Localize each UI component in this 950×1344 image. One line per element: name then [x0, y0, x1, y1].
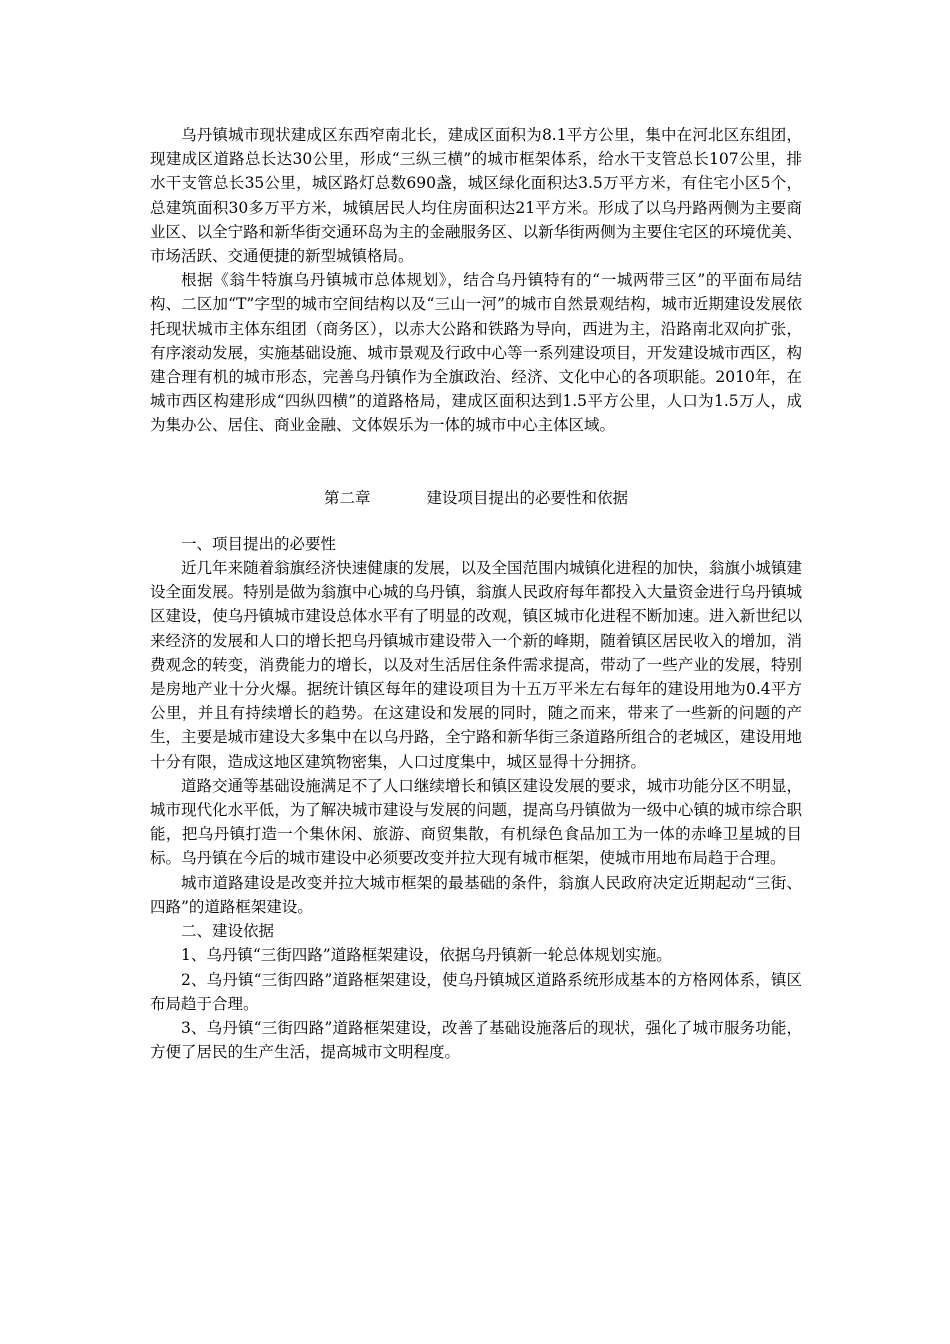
chapter-heading: [150, 486, 802, 510]
necessity-paragraph-2: 道路交通等基础设施满足不了人口继续增长和镇区建设发展的要求，城市功能分区不明显，城市现代化水平低，为了解决城市建设与发展的问题，提高乌丹镇做为一级中心镇的城市综合职能，把乌丹镇打造一个集休闲、旅游、商贸集散，有机绿色食品加工为一体的赤峰卫星城的目标。乌丹镇在今后的城市建设中必须要改变并拉大现有城市框架，使城市用地布局趋于合理。: [150, 776, 802, 868]
basis-item-1: 1、乌丹镇“三街四路”道路框架建设，依据乌丹镇新一轮总体规划实施。: [181, 946, 672, 965]
chapter-title: 建设项目提出的必要性和依据: [426, 488, 629, 507]
intro-paragraph-1: 乌丹镇城市现状建成区东西窄南北长，建成区面积为8.1平方公里，集中在河北区东组团，现建成区道路总长达30公里，形成“三纵三横”的城市框架体系，给水干支管总长107公里，排水干支管总长35公里，城区路灯总数690盏，城区绿化面积达3.5万平方米，有住宅小区5个，总建筑面积30多万平方米，城镇居民人均住房面积达21平方米。形成了以乌丹路两侧为主要商业区、以全宁路和新华街交通环岛为主的金融服务区、以新华街两侧为主要住宅区的环境优美、市场活跃、交通便捷的新型城镇格局。: [150, 126, 802, 266]
chapter-number: 第二章: [323, 488, 371, 507]
basis-item-3: 3、乌丹镇“三街四路”道路框架建设，改善了基础设施落后的现状，强化了城市服务功能，方便了居民的生产生活，提高城市文明程度。: [150, 1018, 802, 1062]
section-heading-necessity: 一、项目提出的必要性: [181, 534, 337, 553]
document-body: [150, 123, 802, 1064]
basis-item-2: 2、乌丹镇“三街四路”道路框架建设，使乌丹镇城区道路系统形成基本的方格网体系，镇区布局趋于合理。: [150, 970, 802, 1013]
intro-paragraph-2: 根据《翁牛特旗乌丹镇城市总体规划》，结合乌丹镇特有的“一城两带三区”的平面布局结构、二区加“T”字型的城市空间结构以及“三山一河”的城市自然景观结构，城市近期建设发展依托现状城市主体东组团（商务区），以赤大公路和铁路为导向，西进为主，沿路南北双向扩张，有序滚动发展，实施基础设施、城市景观及行政中心等一系列建设项目，开发建设城市西区，构建合理有机的城市形态，完善乌丹镇作为全旗政治、经济、文化中心的各项职能。2010年，在城市西区构建形成“四纵四横”的道路格局，建成区面积达到1.5平方公里，人口为1.5万人，成为集办公、居住、商业金融、文体娱乐为一体的城市中心主体区域。: [150, 271, 802, 435]
necessity-paragraph-1: 近几年来随着翁旗经济快速健康的发展，以及全国范围内城镇化进程的加快，翁旗小城镇建设全面发展。特别是做为翁旗中心城的乌丹镇，翁旗人民政府每年都投入大量资金进行乌丹镇城区建设，使乌丹镇城市建设总体水平有了明显的改观，镇区城市化进程不断加速。进入新世纪以来经济的发展和人口的增长把乌丹镇城市建设带入一个新的峰期，随着镇区居民收入的增加，消费观念的转变，消费能力的增长，以及对生活居住条件需求提高，带动了一些产业的发展，特别是房地产业十分火爆。据统计镇区每年的建设项目为十五万平米左右每年的建设用地为0.4平方公里，并且有持续增长的趋势。在这建设和发展的同时，随之而来，带来了一些新的问题的产生，主要是城市建设大多集中在以乌丹路，全宁路和新华街三条道路所组合的老城区，建设用地十分有限，造成这地区建筑物密集，人口过度集中，城区显得十分拥挤。: [150, 559, 802, 771]
necessity-paragraph-3: 城市道路建设是改变并拉大城市框架的最基础的条件，翁旗人民政府决定近期起动“三街、四路”的道路框架建设。: [150, 873, 802, 916]
section-heading-basis: 二、建设依据: [181, 922, 275, 941]
